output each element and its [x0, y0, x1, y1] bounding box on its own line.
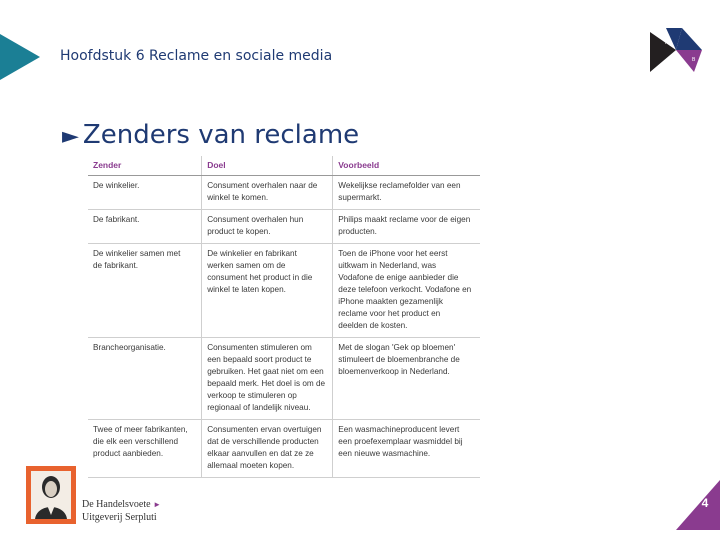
- publisher-name: [82, 498, 161, 524]
- publisher-line-1: De Handelsvoete: [82, 499, 151, 510]
- slide-heading: [62, 120, 359, 150]
- cell-zender: De winkelier samen met de fabrikant.: [88, 244, 202, 338]
- column-header-doel: Doel: [202, 156, 333, 176]
- logo-letter-r: R: [665, 40, 669, 46]
- cell-doel: Consumenten stimuleren om een bepaald soort product te gebruiken. Het gaat niet om een bepaald merk. Het doel is om de verkoop te stimuleren op regionaal of landelijk niveau.: [202, 338, 333, 420]
- publisher-portrait-logo: [26, 466, 76, 524]
- cell-voorbeeld: Een wasmachineproducent levert een proefexemplaar wasmiddel bij een nieuwe wasmachine.: [333, 420, 480, 478]
- publisher-arrow-icon: ►: [153, 500, 162, 509]
- cell-voorbeeld: Wekelijkse reclamefolder van een supermarkt.: [333, 176, 480, 210]
- cell-doel: Consument overhalen hun product te kopen.: [202, 210, 333, 244]
- table-header-row: [88, 156, 480, 176]
- slide-heading-text: Zenders van reclame: [82, 120, 360, 150]
- table-row: [88, 210, 480, 244]
- cell-zender: De winkelier.: [88, 176, 202, 210]
- publisher-line-2: Uitgeverij Serpluti: [82, 512, 157, 523]
- cell-voorbeeld: Met de slogan 'Gek op bloemen' stimuleert de bloemenbranche de bloemenverkoop in Nederland.: [333, 338, 480, 420]
- cell-voorbeeld: Philips maakt reclame voor de eigen producten.: [333, 210, 480, 244]
- cell-zender: Brancheorganisatie.: [88, 338, 202, 420]
- cell-doel: Consumenten ervan overtuigen dat de verschillende producten elkaar aanvullen en dat ze ze allemaal moeten kopen.: [202, 420, 333, 478]
- cell-doel: De winkelier en fabrikant werken samen om de consument het product in die winkel te laten kopen.: [202, 244, 333, 338]
- cell-zender: De fabrikant.: [88, 210, 202, 244]
- column-header-voorbeeld: Voorbeeld: [333, 156, 480, 176]
- column-header-zender: Zender: [88, 156, 202, 176]
- chapter-title: Hoofdstuk 6 Reclame en sociale media: [60, 48, 333, 64]
- cell-voorbeeld: Toen de iPhone voor het eerst uitkwam in Nederland, was Vodafone de enige aanbieder die deze telefoon verkocht. Vodafone en iPhone maakten gezamenlijk reclame voor het product en deelden de kosten.: [333, 244, 480, 338]
- brand-logo-corner: [648, 28, 704, 74]
- cell-doel: Consument overhalen naar de winkel te komen.: [202, 176, 333, 210]
- page-number: 4: [701, 496, 709, 510]
- portrait-image: [31, 471, 71, 519]
- cell-zender: Twee of meer fabrikanten, die elk een verschillend product aanbieden.: [88, 420, 202, 478]
- logo-letter-b: B: [692, 57, 696, 63]
- senders-table: [88, 156, 480, 478]
- decorative-triangle-left: [0, 34, 40, 80]
- table-row: [88, 420, 480, 478]
- table-row: [88, 176, 480, 210]
- bullet-arrow-icon: ►: [62, 124, 79, 149]
- table-row: [88, 244, 480, 338]
- table-row: [88, 338, 480, 420]
- portrait-icon: [31, 471, 71, 519]
